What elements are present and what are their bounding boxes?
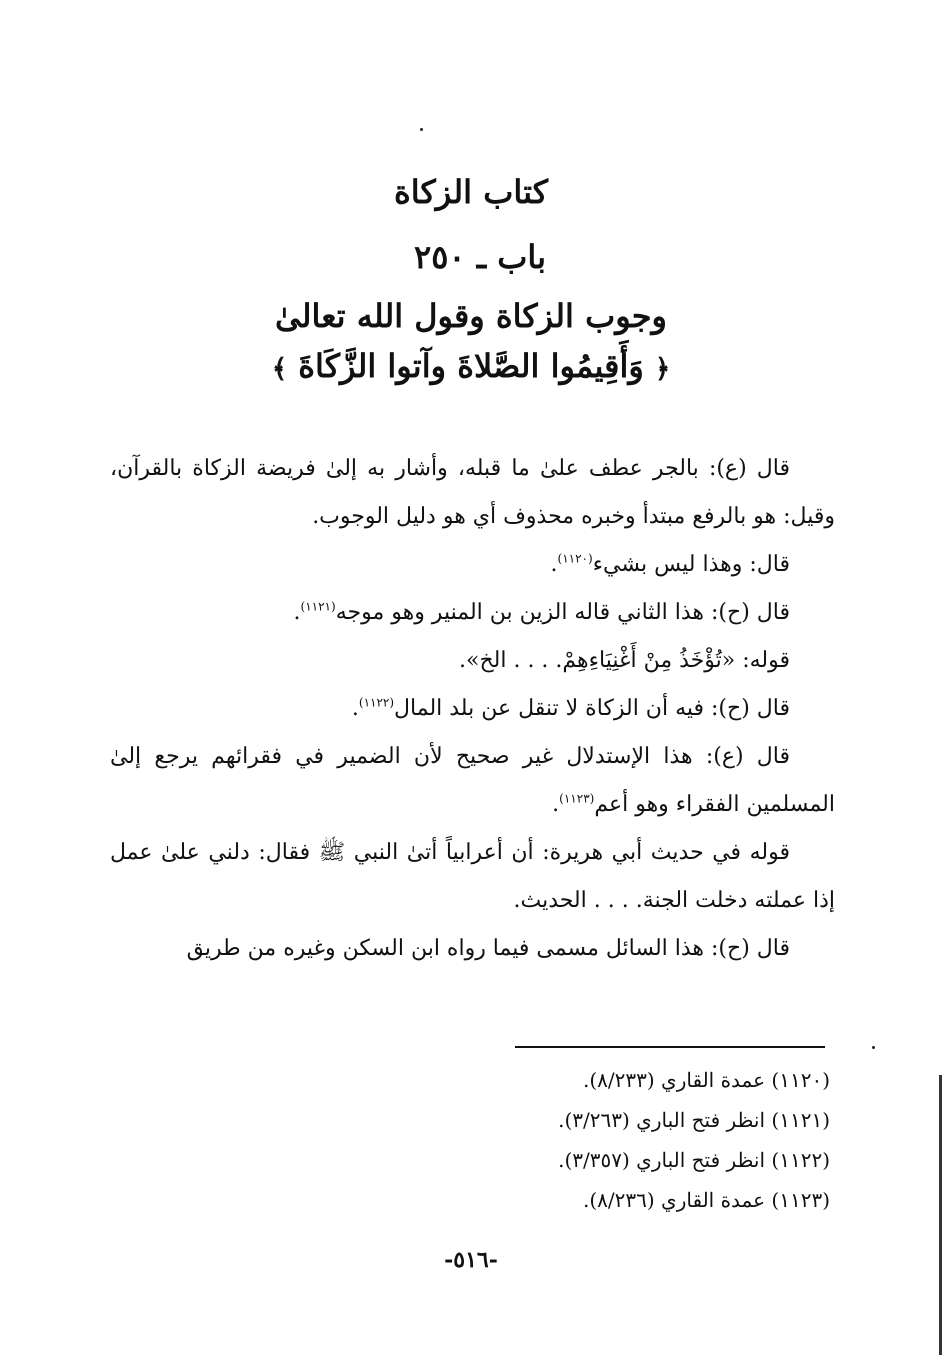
paragraph-tail: . bbox=[293, 600, 301, 625]
paragraph-tail: . bbox=[552, 792, 560, 817]
footnote-reference[interactable]: (١١٢١) bbox=[300, 599, 336, 614]
paragraph bbox=[110, 829, 835, 925]
page-number: -٥١٦- bbox=[444, 1247, 498, 1273]
scan-speck bbox=[420, 128, 423, 131]
verse-close-bracket: ﴾ bbox=[271, 354, 288, 384]
paragraph bbox=[110, 589, 835, 637]
footnote-reference[interactable]: (١١٢٣) bbox=[559, 791, 595, 806]
chapter-number: ٢٥٠ bbox=[414, 238, 466, 276]
paragraph-text: قال: وهذا ليس بشيء bbox=[592, 552, 790, 577]
book-title: كتاب الزكاة bbox=[394, 173, 548, 211]
quran-verse bbox=[0, 347, 942, 385]
paragraph-text: قال (ع): هذا الإستدلال غير صحيح لأن الضمير في فقرائهم يرجع إلىٰ المسلمين الفقراء وهو أعم bbox=[110, 744, 835, 817]
footnote-reference[interactable]: (١١٢٢) bbox=[358, 695, 395, 710]
footnote-reference[interactable]: (١١٢٠) bbox=[557, 551, 593, 566]
paragraph-text: قال (ح): هذا السائل مسمى فيما رواه ابن السكن وغيره من طريق bbox=[186, 936, 790, 961]
footnote-divider bbox=[515, 1046, 825, 1048]
chapter-word: باب bbox=[497, 238, 546, 276]
paragraph-tail: . bbox=[351, 696, 359, 721]
footnote: (١١٢٣) عمدة القاري (٨/٢٣٦). bbox=[583, 1188, 830, 1212]
commentary-body bbox=[110, 445, 835, 973]
paragraph-text: قال (ع): بالجر عطف علىٰ ما قبله، وأشار به إلىٰ فريضة الزكاة بالقرآن، وقيل: هو بالرفع مبتدأ وخبره محذوف أي هو دليل الوجوب. bbox=[110, 456, 835, 529]
paragraph bbox=[110, 541, 835, 589]
footnote: (١١٢١) انظر فتح الباري (٣/٢٦٣). bbox=[558, 1108, 830, 1132]
paragraph bbox=[110, 733, 835, 829]
paragraph bbox=[110, 445, 835, 541]
paragraph-text: قوله: «تُؤْخَذُ مِنْ أَغْنِيَاءِهِمْ. . . . الخ». bbox=[459, 648, 790, 673]
footnotes bbox=[400, 1060, 830, 1220]
scan-speck bbox=[872, 1046, 875, 1049]
chapter-subtitle: وجوب الزكاة وقول الله تعالىٰ bbox=[275, 297, 667, 335]
footnote: (١١٢٠) عمدة القاري (٨/٢٣٣). bbox=[583, 1068, 830, 1092]
chapter-separator: ـ bbox=[476, 238, 487, 276]
paragraph-text: قال (ح): هذا الثاني قاله الزين بن المنير وهو موجه bbox=[335, 600, 790, 625]
verse-open-bracket: ﴿ bbox=[654, 354, 671, 384]
verse-text: وَأَقِيمُوا الصَّلاةَ وآتوا الزَّكَاةَ bbox=[298, 347, 644, 385]
footnote: (١١٢٢) انظر فتح الباري (٣/٣٥٧). bbox=[558, 1148, 830, 1172]
paragraph-tail: . bbox=[550, 552, 558, 577]
chapter-heading bbox=[0, 238, 942, 276]
paragraph-text: قوله في حديث أبي هريرة: أن أعرابياً أتىٰ النبي ﷺ فقال: دلني علىٰ عمل إذا عملته دخلت الجنة. . . . الحديث. bbox=[110, 840, 835, 913]
paragraph bbox=[110, 637, 835, 685]
paragraph-text: قال (ح): فيه أن الزكاة لا تنقل عن بلد المال bbox=[394, 696, 790, 721]
paragraph bbox=[110, 685, 835, 733]
paragraph bbox=[110, 925, 835, 973]
